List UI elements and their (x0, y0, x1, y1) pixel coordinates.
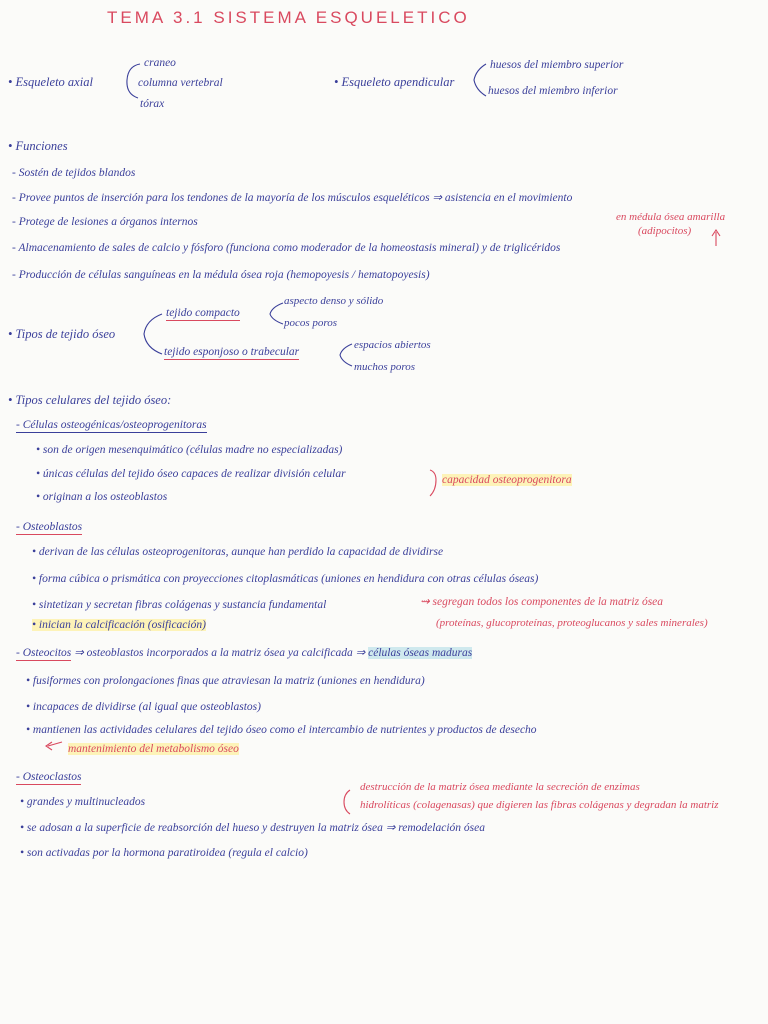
osteocitos-maduras: células óseas maduras (368, 647, 473, 659)
tejido-compacto-label: tejido compacto (166, 307, 240, 319)
osteoclastos-note-2: hidrolíticas (colagenasas) que digieren las fibras colágenas y degradan la matriz (360, 799, 719, 811)
osteoblastos-item-4 (32, 620, 206, 632)
osteoblastos-item-2: • forma cúbica o prismática con proyecciones citoplasmáticas (uniones en hendidura con otras células óseas) (32, 573, 539, 585)
osteoblastos-title (16, 522, 82, 534)
axial-item-torax: tórax (140, 98, 165, 110)
osteoprog-item-1: • son de origen mesenquimático (células madre no especializadas) (36, 444, 343, 456)
osteoprog-title (16, 420, 207, 432)
osteoblastos-note-2: (proteínas, glucoproteínas, proteoglucanos y sales minerales) (436, 617, 708, 629)
apendicular-label: • Esqueleto apendicular (334, 75, 455, 89)
osteoprog-item-2: • únicas células del tejido óseo capaces de realizar división celular (36, 468, 346, 480)
osteocitos-note (68, 744, 239, 756)
axial-item-columna: columna vertebral (138, 77, 223, 89)
osteoclastos-item-3: • son activadas por la hormona paratiroidea (regula el calcio) (20, 847, 308, 859)
funcion-produccion: - Producción de células sanguíneas en la médula ósea roja (hemopoyesis / hematopoyesis) (12, 269, 430, 281)
funcion-almacenamiento: - Almacenamiento de sales de calcio y fósforo (funciona como moderador de la homeostasis mineral) y de triglicéridos (12, 242, 561, 254)
compacto-bracket (270, 303, 283, 324)
osteoblastos-title-text: - Osteoblastos (16, 521, 83, 533)
osteoblastos-item-4-text: • inician la calcificación (osificación) (32, 619, 206, 631)
funcion-note-medula: en médula ósea amarilla (616, 211, 726, 223)
funciones-heading: • Funciones (8, 139, 68, 153)
tipos-tejido-label: • Tipos de tejido óseo (8, 327, 116, 341)
compacto-poros: pocos poros (284, 317, 338, 329)
osteocitos-title-text: - Osteocitos (16, 647, 72, 659)
compacto-aspecto: aspecto denso y sólido (284, 295, 384, 307)
osteocitos-title-rest: ⇒ osteoblastos incorporados a la matriz ósea ya calcificada ⇒ (74, 647, 366, 659)
funcion-sosten: - Sostén de tejidos blandos (12, 167, 136, 179)
osteocitos-item-1: • fusiformes con prolongaciones finas que atraviesan la matriz (uniones en hendidura) (26, 675, 425, 687)
esponjoso-espacios: espacios abiertos (354, 339, 431, 351)
osteocitos-item-3: • mantienen las actividades celulares del tejido óseo como el intercambio de nutrientes y productos de desecho (26, 724, 537, 736)
osteoblastos-item-3: • sintetizan y secretan fibras colágenas y sustancia fundamental (32, 599, 327, 611)
osteoprog-note-text: capacidad osteoprogenitora (442, 474, 572, 486)
apendicular-bracket (474, 64, 486, 96)
osteocitos-item-2: • incapaces de dividirse (al igual que osteoblastos) (26, 701, 261, 713)
osteocitos-note-text: mantenimiento del metabolismo óseo (68, 743, 239, 755)
funcion-insercion: - Provee puntos de inserción para los tendones de la mayoría de los músculos esqueléticos ⇒ asistencia en el movimiento (12, 192, 573, 204)
osteoclastos-item-2: • se adosan a la superficie de reabsorción del hueso y destruyen la matriz ósea ⇒ remodelación ósea (20, 822, 485, 834)
osteoprog-note (442, 475, 572, 487)
tipos-celulares-heading: • Tipos celulares del tejido óseo: (8, 393, 172, 407)
tejido-esponjoso (164, 347, 299, 359)
metabolismo-arrow (48, 742, 62, 746)
osteoclastos-red-bracket (344, 790, 350, 814)
funcion-note-adipocitos: (adipocitos) (638, 225, 692, 237)
osteoprog-red-bracket (430, 470, 436, 496)
esponjoso-bracket (340, 344, 352, 366)
osteoprog-item-3: • originan a los osteoblastos (36, 491, 168, 503)
apendicular-item-inferior: huesos del miembro inferior (488, 85, 618, 97)
tejido-esponjoso-label: tejido esponjoso o trabecular (164, 346, 300, 358)
page-title: TEMA 3.1 SISTEMA ESQUELETICO (107, 8, 470, 27)
tipos-tejido-bracket (144, 314, 162, 354)
esponjoso-poros: muchos poros (354, 361, 416, 373)
funcion-protege: - Protege de lesiones a órganos internos (12, 216, 198, 228)
tejido-compacto (166, 308, 240, 320)
axial-item-craneo: craneo (144, 57, 176, 69)
osteoclastos-item-1: • grandes y multinucleados (20, 796, 146, 808)
osteoclastos-note-1: destrucción de la matriz ósea mediante la secreción de enzimas (360, 781, 640, 793)
osteoclastos-title-text: - Osteoclastos (16, 771, 82, 783)
osteoblastos-item-1: • derivan de las células osteoprogenitoras, aunque han perdido la capacidad de dividirse (32, 546, 444, 558)
osteoblastos-note: ⇝ segregan todos los componentes de la matriz ósea (420, 596, 664, 608)
osteoprog-title-text: - Células osteogénicas/osteoprogenitoras (16, 419, 207, 431)
apendicular-item-superior: huesos del miembro superior (490, 59, 624, 71)
osteoclastos-title (16, 772, 81, 784)
axial-label: • Esqueleto axial (8, 75, 93, 89)
osteocitos-title (16, 648, 472, 660)
